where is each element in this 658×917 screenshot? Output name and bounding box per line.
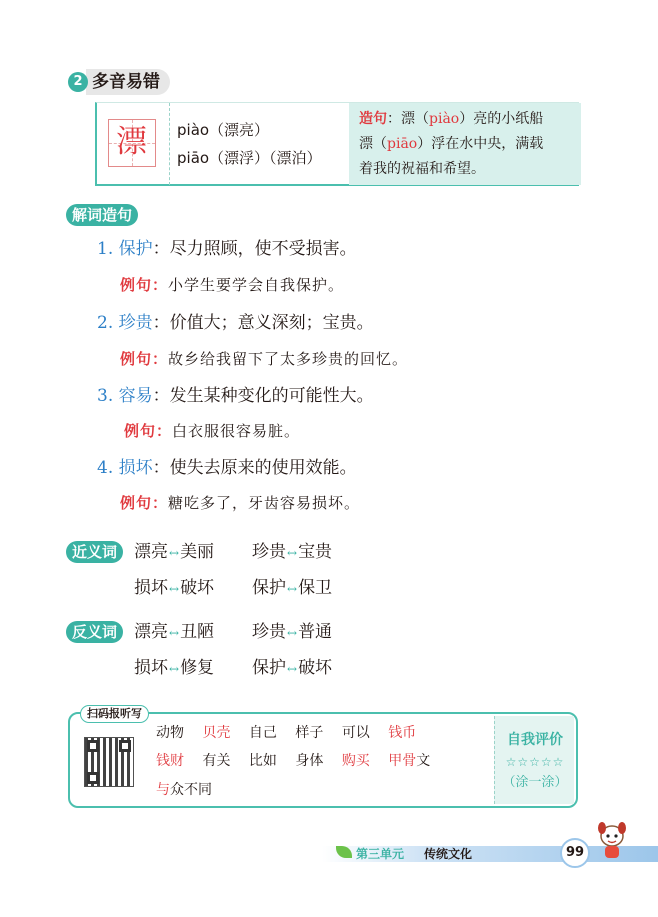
- star-rating[interactable]: ☆☆☆☆☆: [505, 755, 565, 769]
- qr-finder: [87, 740, 99, 752]
- vocab-row-2: [156, 750, 430, 772]
- qr-code-icon[interactable]: [84, 737, 134, 787]
- polyphone-table: [95, 102, 579, 186]
- mascot-icon: [592, 818, 632, 862]
- vocab-word: 自己: [248, 725, 277, 741]
- qr-finder: [87, 772, 99, 784]
- example-3: 例句：白衣服很容易脏。: [124, 422, 301, 440]
- vocab-word: 文: [416, 753, 431, 769]
- vocab-row-3: 与众不同: [156, 782, 212, 798]
- explain-tag: 解词造句: [66, 204, 138, 226]
- antonym-pair: 漂亮↔丑陋: [134, 622, 215, 642]
- polyphone-char: 漂: [116, 124, 147, 160]
- vocab-word: 钱币: [388, 725, 417, 741]
- vocab-word: 动物: [156, 725, 184, 741]
- vocab-word: 贝壳: [202, 725, 231, 741]
- synonym-pair: 保护↔保卫: [252, 578, 333, 598]
- definition-1: 1. 保护：尽力照顾，使不受损害。: [97, 239, 357, 259]
- arrow-icon: ↔: [287, 626, 298, 640]
- arrow-icon: ↔: [169, 582, 180, 596]
- arrow-icon: ↔: [169, 546, 180, 560]
- section-number-badge: 2: [68, 72, 88, 92]
- tianzi-grid: [108, 119, 156, 167]
- vocab-word: 有关: [202, 753, 231, 769]
- sentence-text: 造句：漂（piào）亮的小纸船 漂（piāo）浮在水中央，满载 着我的祝福和希望。: [359, 111, 544, 177]
- page-number: 99: [560, 838, 590, 868]
- vocab-word: 可以: [341, 725, 370, 741]
- self-evaluation-note: （涂一涂）: [502, 775, 568, 790]
- footer-unit: 第三单元: [356, 847, 405, 861]
- arrow-icon: ↔: [287, 546, 298, 560]
- char-cell: [97, 103, 169, 185]
- pronunciation-1: piào（漂亮）: [177, 121, 270, 139]
- arrow-icon: ↔: [287, 582, 298, 596]
- vocab-word: 身体: [295, 753, 324, 769]
- definition-2: 2. 珍贵：价值大；意义深刻；宝贵。: [97, 313, 374, 333]
- synonym-pair: 损坏↔破坏: [134, 578, 215, 598]
- self-evaluation-title: 自我评价: [507, 732, 563, 748]
- definition-4: 4. 损坏：使失去原来的使用效能。: [97, 458, 357, 478]
- synonym-pair: 漂亮↔美丽: [134, 542, 215, 562]
- antonym-pair: 珍贵↔普通: [252, 622, 333, 642]
- definition-3: 3. 容易：发生某种变化的可能性大。: [97, 386, 374, 406]
- vocab-word: 购买: [341, 753, 370, 769]
- arrow-icon: ↔: [169, 662, 180, 676]
- vocab-row-1: [156, 722, 416, 744]
- antonym-pair: 保护↔破坏: [252, 658, 333, 678]
- section-title: 多音易错: [86, 69, 170, 95]
- example-2: 例句：故乡给我留下了太多珍贵的回忆。: [120, 350, 409, 368]
- pronunciation-2: piāo（漂浮）（漂泊）: [177, 149, 322, 167]
- vocab-word: 钱财: [156, 753, 184, 769]
- footer-title: 传统文化: [424, 847, 473, 861]
- antonym-pair: 损坏↔修复: [134, 658, 215, 678]
- qr-finder: [119, 740, 131, 752]
- self-evaluation-panel: [494, 716, 574, 804]
- example-4: 例句：糖吃多了，牙齿容易损坏。: [120, 494, 361, 512]
- antonyms-tag: 反义词: [66, 621, 123, 643]
- arrow-icon: ↔: [287, 662, 298, 676]
- arrow-icon: ↔: [169, 626, 180, 640]
- vocab-word: 比如: [248, 753, 277, 769]
- vocab-word: 甲骨: [388, 753, 417, 769]
- scan-dictation-label: 扫码报听写: [80, 705, 149, 723]
- sentence-label: 造句: [359, 111, 387, 127]
- synonym-pair: 珍贵↔宝贵: [252, 542, 333, 562]
- vocab-word: 样子: [295, 725, 324, 741]
- sentence-panel: [349, 103, 581, 185]
- table-divider: [169, 103, 170, 185]
- synonyms-tag: 近义词: [66, 541, 123, 563]
- example-1: 例句：小学生要学会自我保护。: [120, 276, 345, 294]
